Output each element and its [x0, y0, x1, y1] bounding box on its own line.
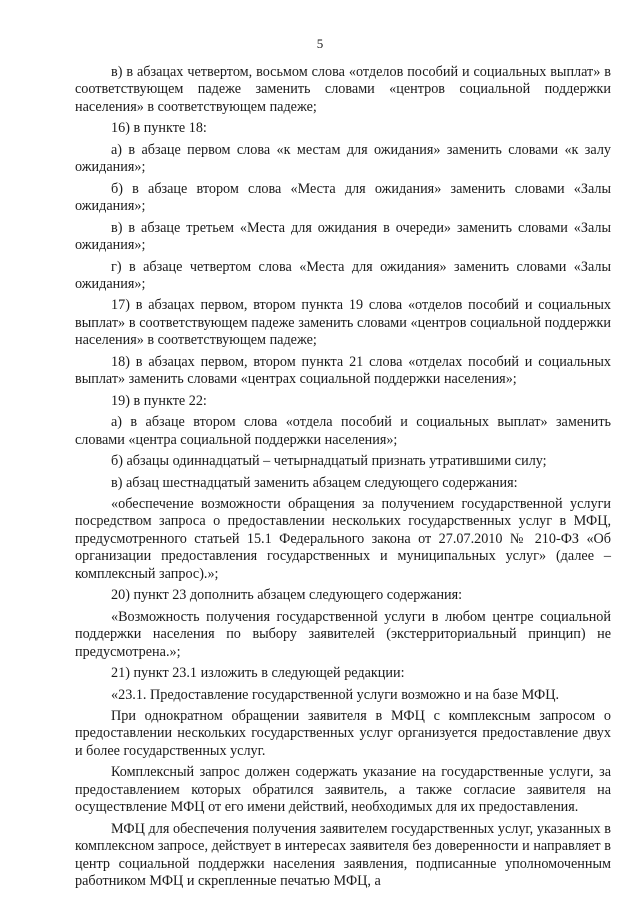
paragraph-quote-extraterritorial: «Возможность получения государственной услуги в любом центре социальной поддержки населения по выбору заявителей (экстерриториальный принцип) не предусмотрена.»;	[75, 608, 611, 660]
page-number: 5	[316, 36, 324, 51]
paragraph-item-16: 16) в пункте 18:	[111, 120, 207, 137]
paragraph-quote-23-1: «23.1. Предоставление государственной услуги возможно и на базе МФЦ.	[111, 686, 560, 703]
paragraph-amend-v: в) в абзацах четвертом, восьмом слова «отделов пособий и социальных выплат» в соответствующем падеже заменить словами «центров социальной поддержки населения» в соответствующем падеже;	[75, 64, 611, 115]
paragraph-item-16b: б) в абзаце втором слова «Места для ожидания» заменить словами «Залы ожидания»;	[75, 180, 611, 215]
paragraph-item-21: 21) пункт 23.1 изложить в следующей редакции:	[111, 665, 405, 682]
paragraph-item-19v: в) абзац шестнадцатый заменить абзацем следующего содержания:	[111, 474, 518, 491]
paragraph-single-request: При однократном обращении заявителя в МФЦ с комплексным запросом о предоставлении нескольких государственных услуг организуется предоставление двух и более государственных услуг.	[75, 707, 611, 759]
paragraph-complex-request-content: Комплексный запрос должен содержать указание на государственные услуги, за предоставлением которых обратился заявитель, а также согласие заявителя на осуществление МФЦ от его имени действий, необходимых для их предоставления.	[75, 764, 611, 816]
paragraph-item-20: 20) пункт 23 дополнить абзацем следующего содержания:	[111, 587, 463, 604]
paragraph-item-16a: а) в абзаце первом слова «к местам для ожидания» заменить словами «к залу ожидания»;	[75, 141, 611, 176]
paragraph-mfc-actions: МФЦ для обеспечения получения заявителем государственных услуг, указанных в комплексном запросе, действует в интересах заявителя без доверенности и направляет в центр социальной поддержки населения заявления, подписанные уполномоченным работником МФЦ и скрепленные печатью МФЦ, а	[75, 820, 611, 890]
document-body	[75, 64, 611, 890]
paragraph-item-17: 17) в абзацах первом, втором пункта 19 слова «отделов пособий и социальных выплат» в соответствующем падеже заменить словами «центров социальной поддержки населения» в соответствующем падеже;	[75, 297, 611, 349]
paragraph-item-16v: в) в абзаце третьем «Места для ожидания в очереди» заменить словами «Залы ожидания»;	[75, 219, 611, 254]
paragraph-item-19: 19) в пункте 22:	[111, 392, 207, 409]
paragraph-quote-complex-request: «обеспечение возможности обращения за получением государственной услуги посредством запроса о предоставлении нескольких государственных услуг в МФЦ, предусмотренного статьей 15.1 Федерального закона от 27.07.2010 № 210-ФЗ «Об организации предоставления государственных и муниципальных услуг» (далее – комплексный запрос).»;	[75, 495, 611, 582]
paragraph-item-19b: б) абзацы одиннадцатый – четырнадцатый признать утратившими силу;	[111, 453, 547, 470]
paragraph-item-19a: а) в абзаце втором слова «отдела пособий и социальных выплат» заменить словами «центра социальной поддержки населения»;	[75, 414, 611, 448]
paragraph-item-16g: г) в абзаце четвертом слова «Места для ожидания» заменить словами «Залы ожидания»;	[75, 258, 611, 292]
paragraph-item-18: 18) в абзацах первом, втором пункта 21 слова «отделах пособий и социальных выплат» заменить словами «центрах социальной поддержки населения»;	[75, 353, 611, 388]
